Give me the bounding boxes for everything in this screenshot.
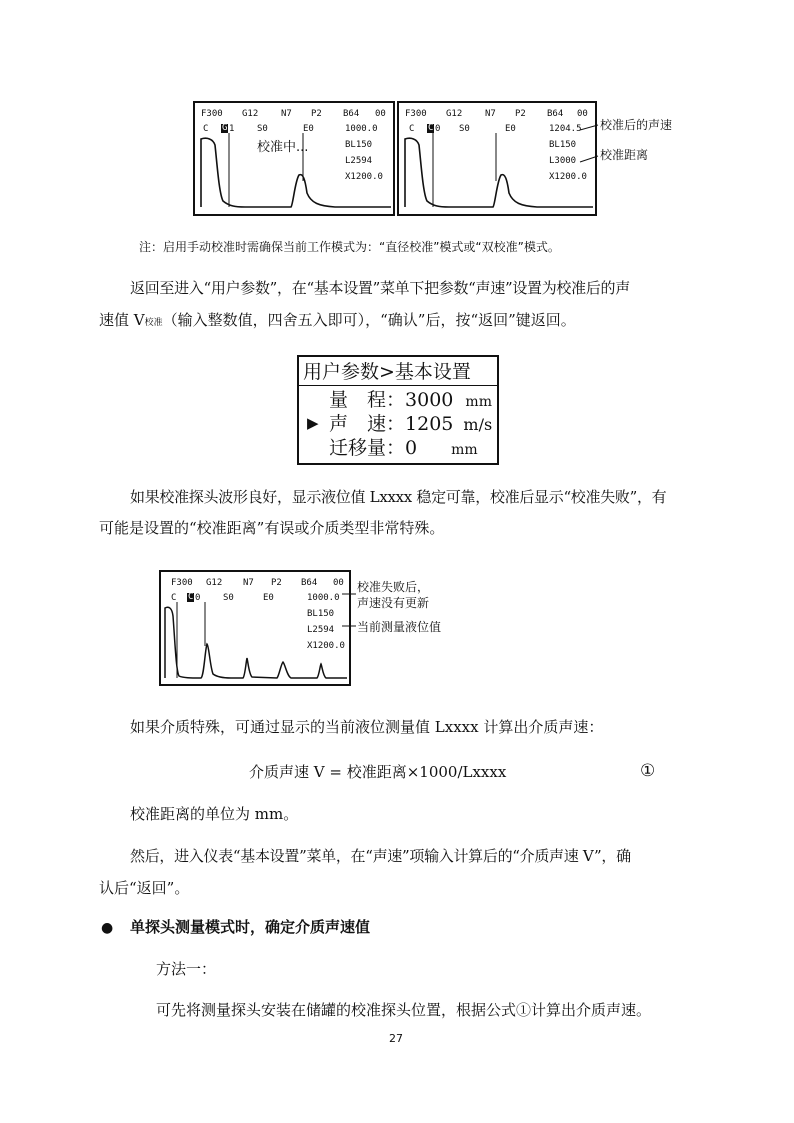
mode-prefix: C <box>203 124 209 134</box>
header-n: N7 <box>485 109 496 119</box>
value-x: X1200.0 <box>549 172 587 182</box>
section-heading: 单探头测量模式时，确定介质声速值 <box>130 918 371 936</box>
value-level: L2594 <box>307 625 335 635</box>
header-o: 00 <box>375 109 386 119</box>
value-level: L3000 <box>549 156 577 166</box>
e-label: E0 <box>505 124 516 134</box>
mode-cursor: C <box>188 592 194 602</box>
para5-line2: 认后“返回”。 <box>99 879 190 897</box>
para3: 如果介质特殊，可通过显示的当前液位测量值 Lxxxx 计算出介质声速： <box>130 718 604 736</box>
offset-label: 迁移量： <box>329 437 406 459</box>
para1-line1: 返回至进入“用户参数”，在“基本设置”菜单下把参数“声速”设置为校准后的声 <box>130 279 630 297</box>
menu-row-speed[interactable] <box>329 415 492 434</box>
value-x: X1200.0 <box>307 641 345 651</box>
e-label: E0 <box>263 593 274 603</box>
annotation-leaders-3 <box>342 586 358 646</box>
mode-rest: 0 <box>195 593 201 603</box>
header-p: P2 <box>311 109 322 119</box>
header-f: F300 <box>405 109 427 119</box>
lcd-screen-calibrating <box>193 101 395 216</box>
menu-row-range[interactable] <box>329 391 492 410</box>
para2-line1: 如果校准探头波形良好，显示液位值 Lxxxx 稳定可靠，校准后显示“校准失败”，有 <box>130 488 667 506</box>
para1-line2-rest: （输入整数值，四舍五入即可），“确认”后，按“返回”键返回。 <box>162 311 576 329</box>
value-speed: 1000.0 <box>345 124 378 134</box>
menu-divider <box>299 385 497 386</box>
mode-rest: 1 <box>229 124 235 134</box>
header-b: B64 <box>343 109 360 119</box>
header-g: G12 <box>242 109 259 119</box>
menu-row-offset[interactable] <box>329 439 478 458</box>
basic-settings-menu <box>297 355 499 465</box>
s-label: S0 <box>257 124 268 134</box>
lcd-screen-failed <box>159 570 351 686</box>
para6: 可先将测量探头安装在储罐的校准探头位置，根据公式①计算出介质声速。 <box>156 1001 652 1019</box>
header-b: B64 <box>547 109 564 119</box>
annotation-calibrated-speed: 校准后的声速 <box>600 118 673 132</box>
para2-line2: 可能是设置的“校准距离”有误或介质类型非常特殊。 <box>99 519 445 537</box>
status-calibrating: 校准中... <box>257 140 309 155</box>
speed-value: 1205 <box>405 413 454 435</box>
range-value: 3000 <box>405 389 454 411</box>
annotation-calibration-distance: 校准距离 <box>600 148 649 162</box>
header-p: P2 <box>515 109 526 119</box>
speed-v-subscript: 校准 <box>144 318 163 328</box>
lcd-screen-calibrated <box>397 101 597 216</box>
waveform <box>161 572 349 684</box>
annotation-failed-line2: 声速没有更新 <box>357 596 430 610</box>
value-blind: BL150 <box>549 140 577 150</box>
waveform <box>399 103 595 214</box>
mode-cursor: C <box>428 123 434 133</box>
speed-v: 速值 V <box>99 311 145 329</box>
range-label: 量 程： <box>329 389 406 411</box>
waveform <box>195 103 393 214</box>
header-n: N7 <box>243 578 254 588</box>
s-label: S0 <box>459 124 470 134</box>
header-n: N7 <box>281 109 292 119</box>
header-b: B64 <box>301 578 318 588</box>
value-speed: 1204.5 <box>549 124 582 134</box>
annotation-failed-line1: 校准失败后， <box>357 580 430 594</box>
menu-title: 用户参数>基本设置 <box>303 361 471 383</box>
bullet-icon: ● <box>101 920 114 936</box>
method-label: 方法一： <box>156 960 217 978</box>
range-unit: mm <box>465 394 492 410</box>
value-x: X1200.0 <box>345 172 383 182</box>
e-label: E0 <box>303 124 314 134</box>
mode-rest: 0 <box>435 124 441 134</box>
para5-line1: 然后，进入仪表“基本设置”菜单，在“声速”项输入计算后的“介质声速 V”，确 <box>130 847 631 865</box>
header-g: G12 <box>206 578 223 588</box>
header-o: 00 <box>333 578 344 588</box>
header-f: F300 <box>171 578 193 588</box>
para4: 校准距离的单位为 mm。 <box>130 805 299 823</box>
para1-line2 <box>99 313 576 328</box>
mode-cursor: G <box>222 123 228 133</box>
speed-label: 声 速： <box>329 413 406 435</box>
value-level: L2594 <box>345 156 373 166</box>
selection-pointer-icon: ▶ <box>307 414 319 432</box>
formula-number: ① <box>640 761 656 781</box>
value-blind: BL150 <box>307 609 335 619</box>
speed-unit: m/s <box>463 415 493 434</box>
value-blind: BL150 <box>345 140 373 150</box>
offset-value: 0 <box>405 437 418 459</box>
mode-prefix: C <box>409 124 415 134</box>
annotation-current-level: 当前测量液位值 <box>357 620 442 634</box>
offset-unit: mm <box>451 442 478 458</box>
header-o: 00 <box>577 109 588 119</box>
header-f: F300 <box>201 109 223 119</box>
s-label: S0 <box>223 593 234 603</box>
page-number: 27 <box>389 1032 403 1045</box>
header-p: P2 <box>271 578 282 588</box>
formula: 介质声速 V = 校准距离×1000/Lxxxx <box>249 763 507 781</box>
header-g: G12 <box>446 109 463 119</box>
mode-prefix: C <box>171 593 177 603</box>
value-speed: 1000.0 <box>307 593 340 603</box>
note-text: 注：启用手动校准时需确保当前工作模式为：“直径校准”模式或“双校准”模式。 <box>139 240 560 254</box>
